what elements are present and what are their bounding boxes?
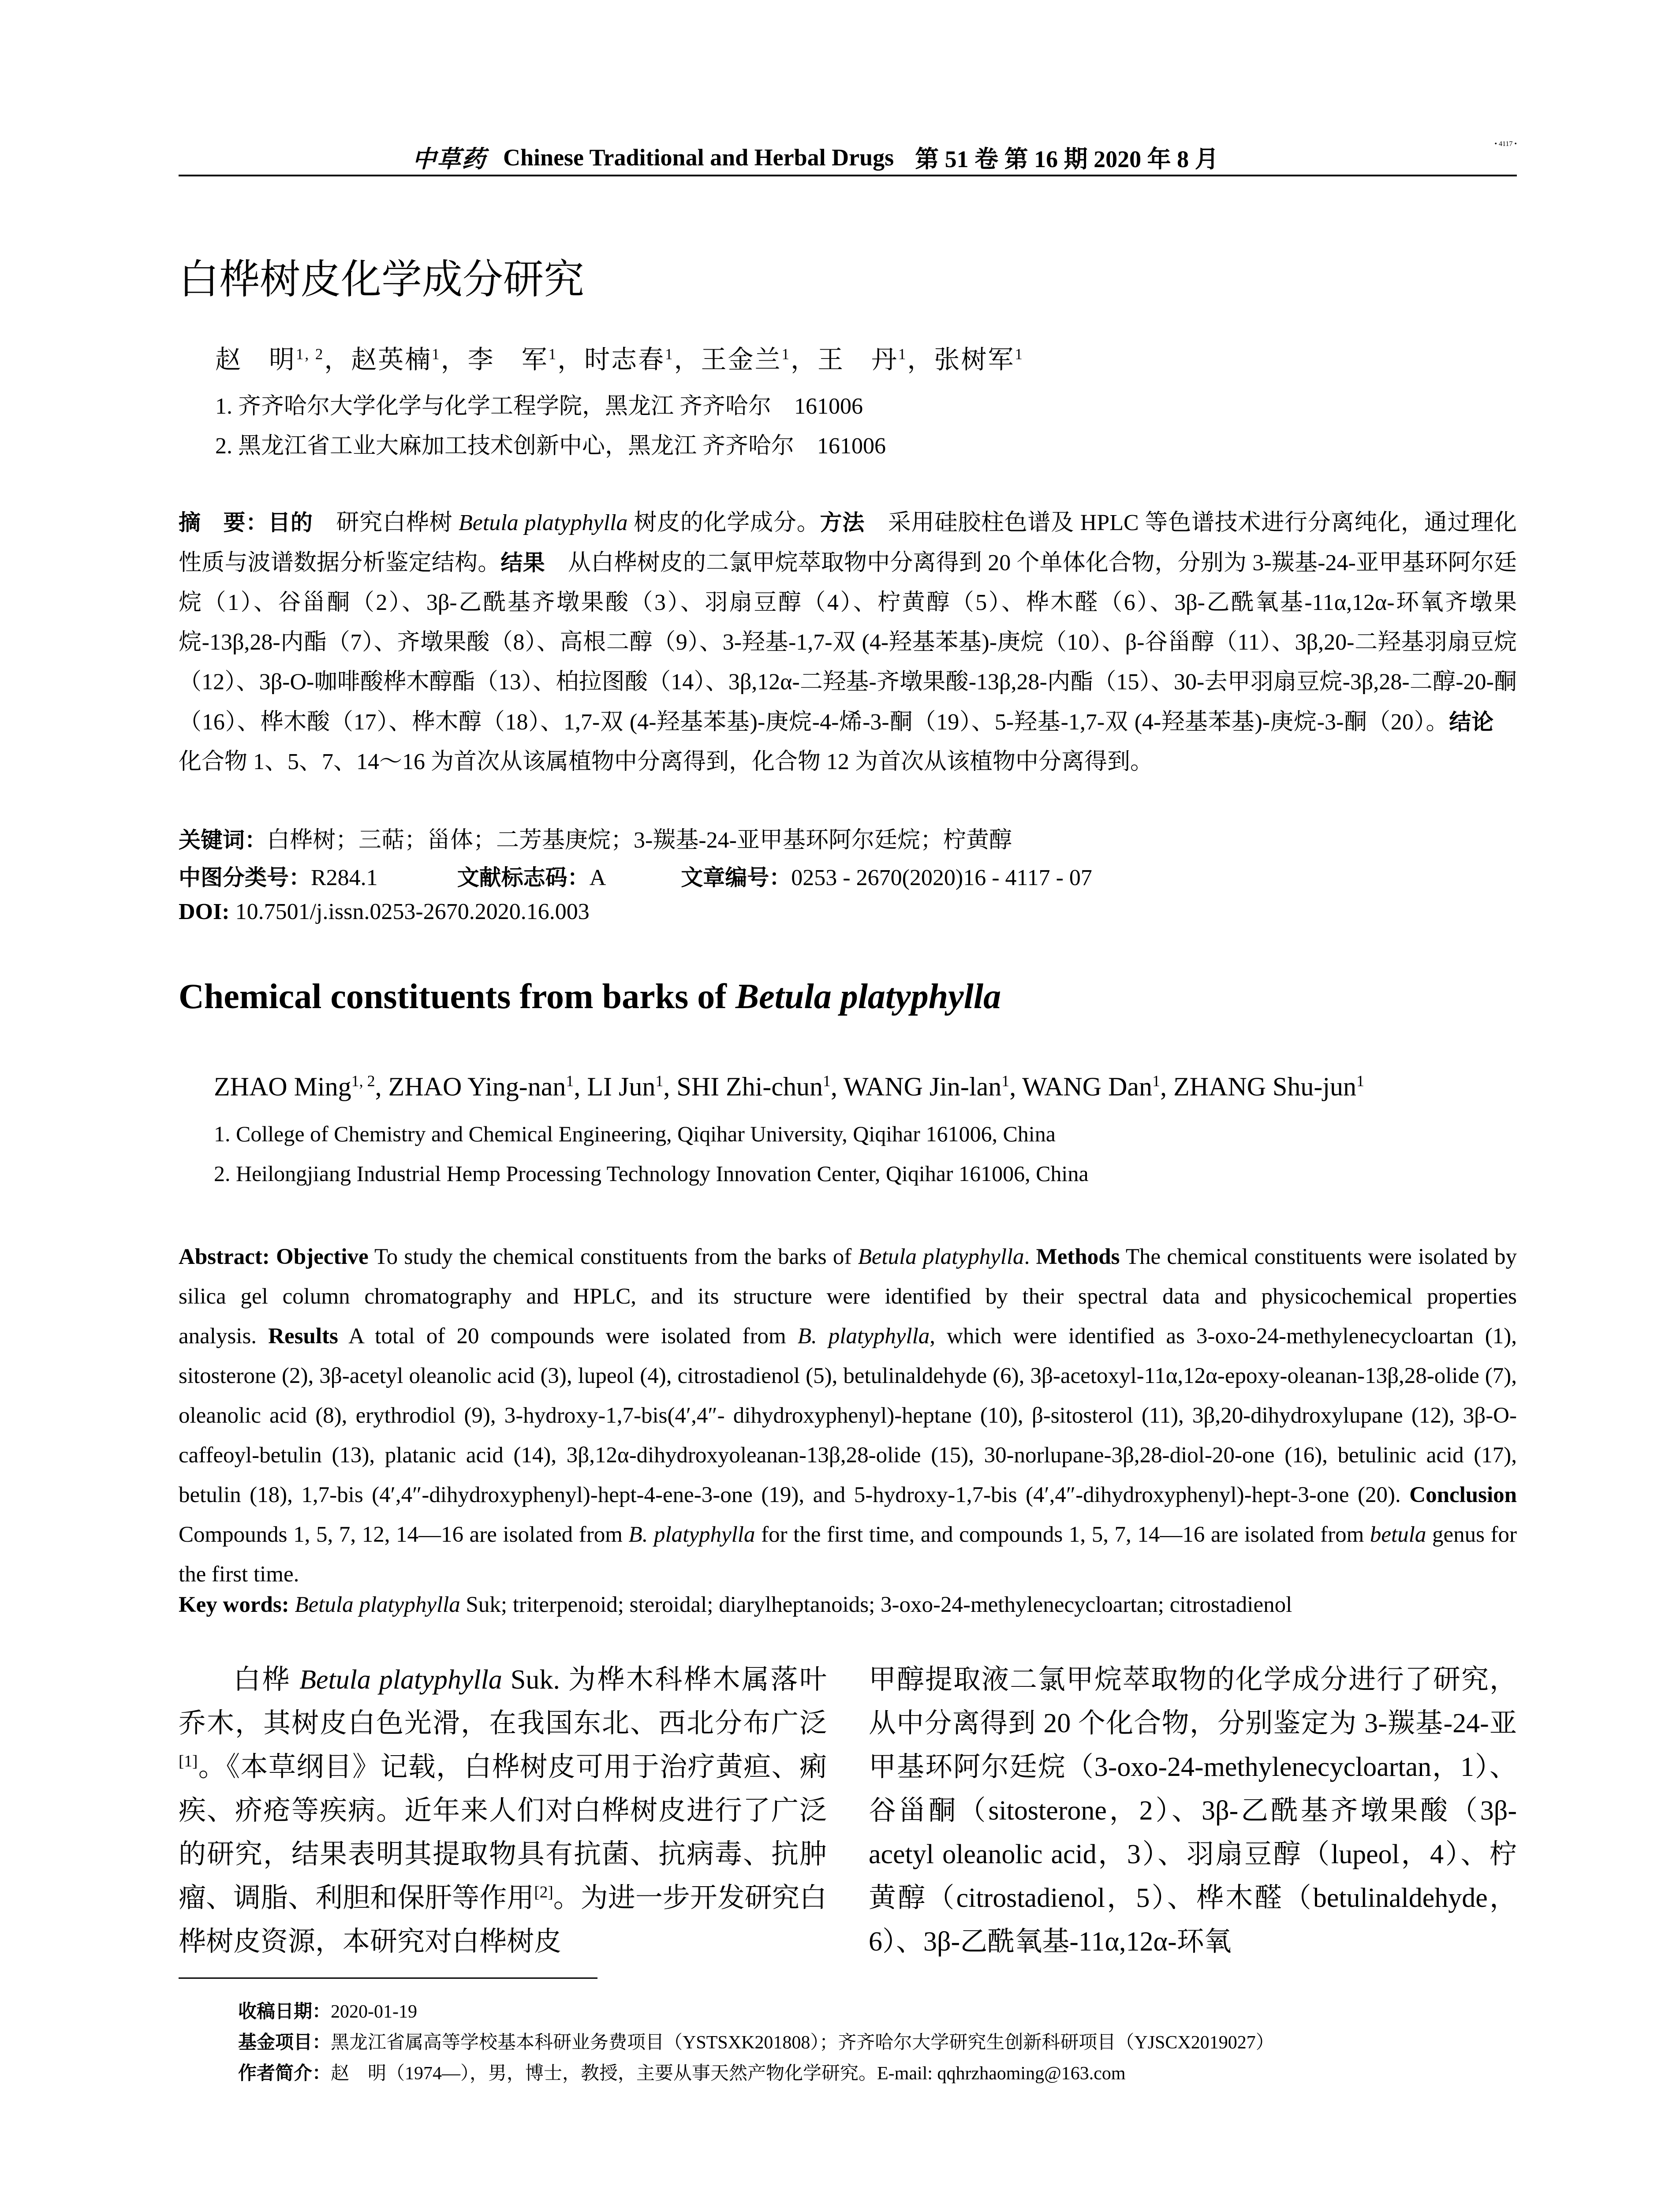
objective-text-en: To study the chemical constituents from the barks of bbox=[368, 1245, 858, 1269]
author-separator: , bbox=[1009, 1072, 1023, 1101]
journal-name-cn: 中草药 bbox=[412, 146, 486, 172]
conclusion-genus-en: betula bbox=[1370, 1522, 1426, 1547]
author-name-en: ZHAO Ying-nan bbox=[388, 1072, 566, 1101]
author-bio-text: 赵 明（1974—），男，博士，教授，主要从事天然产物化学研究。E-mail: qqhrzhaoming@163.com bbox=[331, 2063, 1126, 2084]
affiliation-marker: 1 bbox=[823, 1072, 831, 1090]
author-bio-label: 作者简介： bbox=[238, 2062, 331, 2084]
author-name-en: WANG Jin-lan bbox=[843, 1072, 1002, 1101]
footnote-author bbox=[238, 2059, 1126, 2085]
objective-text-cn-end: 树皮的化学成分。 bbox=[627, 510, 820, 535]
conclusion-text-en-end: genus for the first time. bbox=[179, 1522, 1517, 1587]
affiliation-marker: 1 bbox=[548, 345, 558, 363]
results-species-en: B. platyphylla bbox=[797, 1324, 930, 1349]
footnote-rule bbox=[179, 1977, 597, 1979]
affiliation-marker: 1 bbox=[1152, 1072, 1161, 1090]
issue-info: 第 51 卷 第 16 期 2020 年 8 月 bbox=[915, 146, 1219, 172]
keywords-en bbox=[179, 1592, 1292, 1618]
author-name-cn: 赵英楠 bbox=[351, 345, 432, 374]
results-text-en-start: A total of 20 compounds were isolated from bbox=[338, 1324, 798, 1349]
method-text-cn: 采用硅胶柱色谱及 HPLC 等色谱技术进行分离纯化，通过理化性质与波谱数据分析鉴定结构。 bbox=[179, 510, 1517, 576]
article-number-value: 0253 - 2670(2020)16 - 4117 - 07 bbox=[791, 865, 1092, 890]
body-left-species: Betula platyphylla bbox=[299, 1665, 502, 1695]
citation-ref-1[interactable]: [1] bbox=[179, 1752, 198, 1771]
author-name-en: SHI Zhi-chun bbox=[676, 1072, 823, 1101]
author-separator: ， bbox=[790, 345, 818, 374]
keywords-en-species: Betula platyphylla bbox=[289, 1592, 460, 1617]
author-separator: ， bbox=[907, 345, 934, 374]
author-separator: , bbox=[574, 1072, 587, 1101]
methods-text-en: The chemical constituents were isolated by silica gel column chromatography and HPLC, and its structure were identified by their spectral data and physicochemical properties analysis. bbox=[179, 1245, 1517, 1349]
author-separator: ， bbox=[324, 345, 351, 374]
title-en bbox=[179, 977, 1001, 1017]
authors-en bbox=[214, 1072, 1364, 1102]
affiliation-marker: 1 bbox=[655, 1072, 664, 1090]
abstract-cn-label: 摘 要： bbox=[179, 510, 269, 535]
method-label-cn: 方法 bbox=[820, 510, 865, 535]
author-name-cn: 时志春 bbox=[584, 345, 665, 374]
affiliation-marker: 1 bbox=[566, 1072, 574, 1090]
abstract-en bbox=[179, 1237, 1517, 1594]
body-left-text-4: 。为进一步开发研究白桦树皮资源，本研究对白桦树皮 bbox=[179, 1883, 827, 1957]
title-en-species: Betula platyphylla bbox=[735, 977, 1001, 1016]
title-en-text: Chemical constituents from barks of bbox=[179, 977, 735, 1016]
author-separator: ， bbox=[557, 345, 585, 374]
body-left-text-1: 白桦 bbox=[233, 1665, 300, 1695]
authors-cn bbox=[215, 339, 1024, 376]
received-date: 2020-01-19 bbox=[331, 2002, 417, 2022]
affiliation-marker: 1, 2 bbox=[296, 345, 325, 363]
conclusion-label-cn: 结论 bbox=[1449, 709, 1494, 735]
affiliation-marker: 1 bbox=[1001, 1072, 1010, 1090]
author-name-en: ZHANG Shu-jun bbox=[1173, 1072, 1357, 1101]
keywords-cn bbox=[179, 821, 1012, 854]
species-name: Betula platyphylla bbox=[459, 510, 628, 535]
classification-line bbox=[179, 860, 1092, 892]
affiliation-marker: 1 bbox=[432, 345, 441, 363]
methods-label-en: Methods bbox=[1036, 1245, 1120, 1269]
objective-label-cn: 目的 bbox=[268, 510, 313, 535]
keywords-en-text: Suk; triterpenoid; steroidal; diarylheptanoids; 3-oxo-24-methylenecycloartan; citrostadienol bbox=[460, 1592, 1292, 1617]
author-separator: , bbox=[1160, 1072, 1174, 1101]
running-header bbox=[179, 140, 1517, 176]
results-label-en: Results bbox=[268, 1324, 338, 1349]
conclusion-text-en-mid: for the first time, and compounds 1, 5, 7, 14—16 are isolated from bbox=[755, 1522, 1370, 1547]
affiliation-en-1: 1. College of Chemistry and Chemical Engineering, Qiqihar University, Qiqihar 161006, China bbox=[214, 1121, 1056, 1146]
author-name-cn: 李 军 bbox=[467, 345, 549, 374]
author-name-cn: 王 丹 bbox=[817, 345, 898, 374]
doi-line bbox=[179, 899, 590, 925]
author-name-cn: 王金兰 bbox=[701, 345, 782, 374]
author-separator: ， bbox=[441, 345, 468, 374]
results-text-en: , which were identified as 3-oxo-24-methylenecycloartan (1), sitosterone (2), 3β-acetyl oleanolic acid (3), lupeol (4), citrostadienol (5), betulinaldehyde (6), 3β-acetoxyl-11α,12α-epoxy-oleanan-13β,28-olide (7), oleanolic acid (8), erythrodiol (9), 3-hydroxy-1,7-bis(4′,4″- dihydroxyphenyl)-heptane (10), β-sitosterol (11), 3β,20-dihydroxylupane (12), 3β-O-caffeoyl-betulin (13), platanic acid (14), 3β,12α-dihydroxyoleanan-13β,28-olide (15), 30-norlupane-3β,28-diol-20-one (16), betulinic acid (17), betulin (18), 1,7-bis (4′,4″-dihydroxyphenyl)-hept-4-ene-3-one (19), and 5-hydroxy-1,7-bis (4′,4″-dihydroxyphenyl)-hept-3-one (20). bbox=[179, 1324, 1517, 1507]
author-name-en: WANG Dan bbox=[1022, 1072, 1153, 1101]
conclusion-species-en: B. platyphylla bbox=[628, 1522, 755, 1547]
affiliation-marker: 1 bbox=[898, 345, 907, 363]
title-cn: 白桦树皮化学成分研究 bbox=[179, 256, 585, 303]
abstract-en-label: Abstract: Objective bbox=[179, 1245, 369, 1269]
conclusion-label-en: Conclusion bbox=[1409, 1483, 1517, 1507]
keywords-cn-text: 白桦树；三萜；甾体；二芳基庚烷；3-羰基-24-亚甲基环阿尔廷烷；柠黄醇 bbox=[267, 828, 1012, 853]
page-number: • 4117 • bbox=[1494, 140, 1517, 148]
fund-label: 基金项目： bbox=[238, 2031, 331, 2053]
journal-name-en: Chinese Traditional and Herbal Drugs bbox=[503, 144, 894, 171]
footnote-fund bbox=[238, 2028, 1274, 2054]
doc-code-value: A bbox=[589, 865, 606, 890]
author-separator: , bbox=[375, 1072, 388, 1101]
header-rule bbox=[179, 175, 1517, 176]
clc-label: 中图分类号： bbox=[179, 865, 311, 890]
affiliation-marker: 1 bbox=[1356, 1072, 1365, 1090]
keywords-en-label: Key words: bbox=[179, 1592, 289, 1617]
author-name-en: LI Jun bbox=[587, 1072, 656, 1101]
body-left-text-3: 。《本草纲目》记载，白桦树皮可用于治疗黄疸、痢疾、疥疮等疾病。近年来人们对白桦树皮进行了广泛的研究，结果表明其提取物具有抗菌、抗病毒、抗肿瘤、调脂、利胆和保肝等作用 bbox=[179, 1752, 827, 1913]
body-left-text-2: Suk. 为桦木科桦木属落叶乔木，其树皮白色光滑，在我国东北、西北分布广泛 bbox=[179, 1665, 827, 1738]
result-text-cn: 从白桦树皮的二氯甲烷萃取物中分离得到 20 个单体化合物，分别为 3-羰基-24-亚甲基环阿尔廷烷（1）、谷甾酮（2）、3β-乙酰基齐墩果酸（3）、羽扇豆醇（4）、柠黄醇（5）、桦木醛（6）、3β-乙酰氧基-11α,12α-环氧齐墩果烷-13β,28-内酯（7）、齐墩果酸（8）、高根二醇（9）、3-羟基-1,7-双 (4-羟基苯基)-庚烷（10）、β-谷甾醇（11）、3β,20-二羟基羽扇豆烷（12）、3β-O-咖啡酸桦木醇酯（13）、柏拉图酸（14）、3β,12α-二羟基-齐墩果酸-13β,28-内酯（15）、30-去甲羽扇豆烷-3β,28-二醇-20-酮（16）、桦木酸（17）、桦木醇（18）、1,7-双 (4-羟基苯基)-庚烷-4-烯-3-酮（19）、5-羟基-1,7-双 (4-羟基苯基)-庚烷-3-酮（20）。 bbox=[179, 550, 1517, 735]
author-name-cn: 张树军 bbox=[934, 345, 1015, 374]
clc-value: R284.1 bbox=[311, 865, 378, 890]
abstract-cn bbox=[179, 503, 1517, 782]
doc-code-label: 文献标志码： bbox=[457, 865, 590, 890]
objective-text-cn: 研究白桦树 bbox=[313, 510, 459, 535]
species-name-en: Betula platyphylla bbox=[858, 1245, 1024, 1269]
conclusion-text-cn: 化合物 1、5、7、14～16 为首次从该属植物中分离得到，化合物 12 为首次从该植物中分离得到。 bbox=[179, 710, 1517, 774]
author-separator: ， bbox=[674, 345, 701, 374]
author-separator: , bbox=[663, 1072, 677, 1101]
doi-value[interactable]: 10.7501/j.issn.0253-2670.2020.16.003 bbox=[229, 899, 590, 924]
article-number-label: 文章编号： bbox=[681, 865, 791, 890]
affiliation-marker: 1 bbox=[781, 345, 791, 363]
fund-text: 黑龙江省属高等学校基本科研业务费项目（YSTSXK201808）；齐齐哈尔大学研究生创新科研项目（YJSCX2019027） bbox=[331, 2033, 1274, 2053]
author-name-en: ZHAO Ming bbox=[214, 1072, 351, 1101]
result-label-cn: 结果 bbox=[500, 550, 545, 576]
received-label: 收稿日期： bbox=[238, 2000, 331, 2022]
body-column-left bbox=[179, 1658, 827, 1964]
affiliation-marker: 1 bbox=[665, 345, 674, 363]
affiliation-cn-2: 2. 黑龙江省工业大麻加工技术创新中心，黑龙江 齐齐哈尔 161006 bbox=[215, 434, 886, 459]
footnote-received bbox=[238, 1997, 417, 2023]
objective-text-en-end: . bbox=[1024, 1245, 1030, 1269]
doi-label: DOI: bbox=[179, 899, 230, 924]
conclusion-text-en-start: Compounds 1, 5, 7, 12, 14—16 are isolated from bbox=[179, 1522, 629, 1547]
author-name-cn: 赵 明 bbox=[215, 345, 296, 374]
affiliation-marker: 1 bbox=[1015, 345, 1024, 363]
affiliation-cn-1: 1. 齐齐哈尔大学化学与化学工程学院，黑龙江 齐齐哈尔 161006 bbox=[215, 394, 863, 419]
body-column-right: 甲醇提取液二氯甲烷萃取物的化学成分进行了研究，从中分离得到 20 个化合物，分别鉴定为 3-羰基-24-亚甲基环阿尔廷烷（3-oxo-24-methylenecycloartan，1）、谷甾酮（sitosterone，2）、3β-乙酰基齐墩果酸（3β-acetyl oleanolic acid，3）、羽扇豆醇（lupeol，4）、柠黄醇（citrostadienol，5）、桦木醛（betulinaldehyde，6）、3β-乙酰氧基-11α,12α-环氧 bbox=[869, 1665, 1517, 1957]
affiliation-en-2: 2. Heilongjiang Industrial Hemp Processing Technology Innovation Center, Qiqihar 161006, China bbox=[214, 1161, 1089, 1186]
author-separator: , bbox=[831, 1072, 844, 1101]
affiliation-marker: 1, 2 bbox=[351, 1072, 375, 1090]
citation-ref-2[interactable]: [2] bbox=[534, 1883, 553, 1902]
keywords-cn-label: 关键词： bbox=[179, 827, 267, 853]
